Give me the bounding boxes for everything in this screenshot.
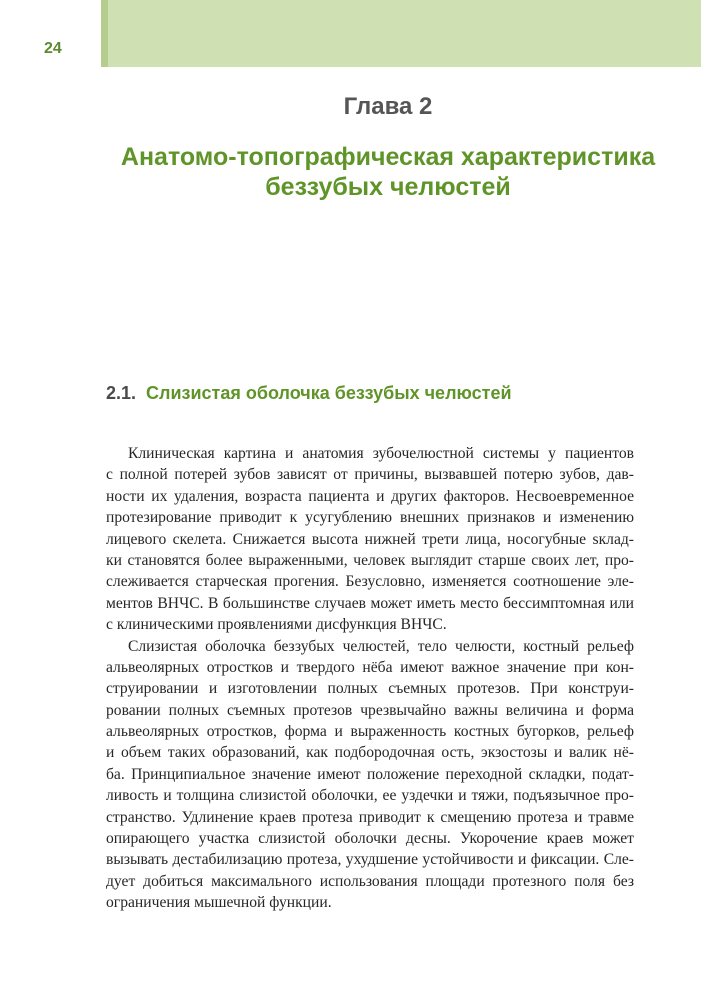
- text-line: альвеолярных отростков, форма и выраженность костных бугорков, рельеф: [106, 723, 634, 741]
- text-line: лицевого скелета. Снижается высота нижней трети лица, носогубные sклад-: [106, 530, 634, 548]
- text-line: ровании полных съемных протезов чрезвычайно важны величина и форма: [106, 701, 634, 719]
- page-header: [0, 0, 701, 67]
- text-line: странство. Удлинение краев протеза приводит к смещению протеза и травме: [106, 808, 634, 826]
- text-line: с полной потерей зубов зависят от причины, вызвавшей потерю зубов, дав-: [106, 466, 634, 484]
- chapter-title-line: Анатомо-топографическая характеристика: [120, 143, 656, 171]
- chapter-title: [90, 142, 686, 202]
- header-strip: [101, 0, 108, 67]
- text-line: ограничения мышечной функции.: [106, 894, 332, 912]
- text-line: дует добиться максимального использования площади протезного поля без: [106, 872, 634, 890]
- text-line: ментов ВНЧС. В большинстве случаев может иметь место бессимптомная или: [106, 594, 634, 612]
- page-number-box: [0, 0, 101, 67]
- text-line: струировании и изготовлении полных съемных протезов. При конструи-: [106, 680, 634, 698]
- text-line: протезирование приводит к усугублению внешних признаков и изменению: [106, 509, 634, 527]
- text-line: ности их удаления, возраста пациента и других факторов. Несвоевременное: [106, 487, 634, 505]
- text-line: альвеолярных отростков и твердого нёба имеют важное значение при кон-: [106, 658, 634, 676]
- text-line: ба. Принципиальное значение имеют положение переходной складки, подат-: [106, 765, 634, 783]
- section-title: Слизистая оболочка беззубых челюстей: [146, 383, 512, 403]
- section-number: 2.1.: [106, 383, 137, 403]
- paragraph: [106, 636, 634, 914]
- text-line: Слизистая оболочка беззубых челюстей, тело челюсти, костный рельеф: [128, 637, 634, 655]
- text-line: ки становятся более выраженными, человек выглядит старше своих лет, про-: [106, 551, 634, 569]
- header-band: [108, 0, 701, 67]
- text-line: ливость и толщина слизистой оболочки, ее уздечки и тяжи, подъязычное про-: [106, 787, 634, 805]
- text-line: Клиническая картина и анатомия зубочелюстной системы у пациентов: [128, 445, 634, 462]
- text-line: слеживается старческая прогения. Безусловно, изменяется соотношение эле-: [106, 573, 634, 591]
- text-line: опирающего участка слизистой оболочки десны. Укорочение краев может: [106, 830, 634, 848]
- section-heading: [106, 381, 666, 405]
- page-number: 24: [44, 40, 62, 57]
- paragraph: [106, 443, 634, 636]
- chapter-title-line: беззубых челюстей: [265, 173, 511, 201]
- text-line: вызывать дестабилизацию протеза, ухудшение устойчивости и фиксации. Сле-: [106, 851, 634, 869]
- text-line: и объем таких образований, как подбородочная ость, экзостозы и валик нё-: [106, 744, 634, 762]
- body-text: [106, 443, 634, 914]
- chapter-label: Глава 2: [343, 93, 433, 120]
- text-line: с клиническими проявлениями дисфункция ВНЧС.: [106, 616, 447, 634]
